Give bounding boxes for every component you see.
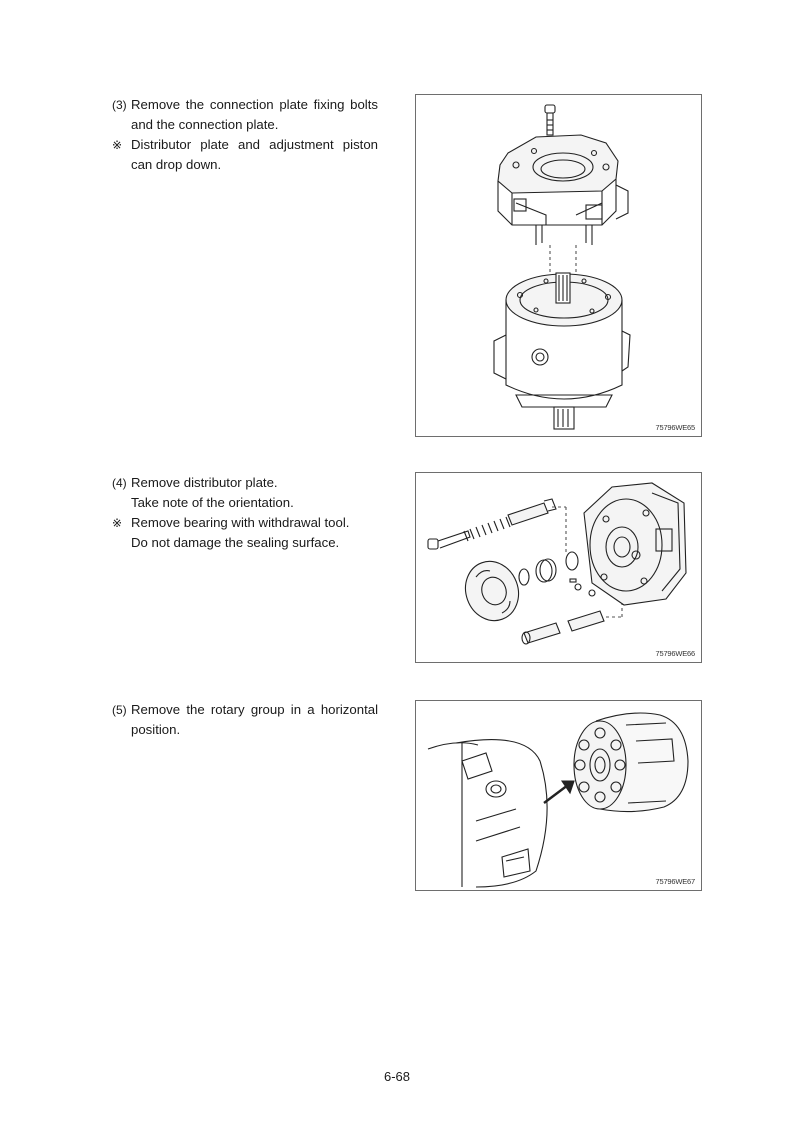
step-mark <box>112 720 131 740</box>
step-number: (3) <box>112 98 127 112</box>
figure-rotary-group <box>415 700 702 891</box>
instruction-text: Remove the connection plate fixing bolts <box>131 97 378 112</box>
note-text: Do not damage the sealing surface. <box>131 535 340 550</box>
step-mark <box>112 115 131 135</box>
figure-connection-plate <box>415 94 702 437</box>
step-line <box>112 513 378 533</box>
step-line <box>112 493 378 513</box>
figure-code: 75796WE65 <box>655 423 695 432</box>
step-line <box>112 473 378 493</box>
note-mark: ※ <box>112 138 123 152</box>
step-mark <box>112 533 131 553</box>
instruction-text: Remove distributor plate. <box>131 475 278 490</box>
instruction-text: Take note of the orientation. <box>131 495 294 510</box>
note-mark: ※ <box>112 516 123 530</box>
step-line <box>112 135 378 155</box>
step-number: (5) <box>112 703 127 717</box>
page-number: 6-68 <box>383 1069 411 1084</box>
note-text: Remove bearing with withdrawal tool. <box>131 515 350 530</box>
note-text: Distributor plate and adjustment piston <box>131 137 378 152</box>
figure-code: 75796WE67 <box>655 877 695 886</box>
step-3-text <box>112 95 378 175</box>
instruction-text: Remove the rotary group in a horizontal <box>131 702 378 717</box>
connection-plate-drawing <box>416 95 701 436</box>
step-line <box>112 533 378 553</box>
step-number: (4) <box>112 476 127 490</box>
instruction-text: and the connection plate. <box>131 117 279 132</box>
instruction-text: position. <box>131 722 181 737</box>
step-5-text <box>112 700 378 740</box>
figure-code: 75796WE66 <box>655 649 695 658</box>
step-line <box>112 95 378 115</box>
rotary-group-drawing <box>416 701 701 890</box>
figure-distributor-plate <box>415 472 702 663</box>
step-mark <box>112 155 131 175</box>
step-mark <box>112 493 131 513</box>
step-line <box>112 720 378 740</box>
step-line <box>112 155 378 175</box>
distributor-plate-drawing <box>416 473 701 662</box>
step-line <box>112 115 378 135</box>
note-text: can drop down. <box>131 157 222 172</box>
step-4-text <box>112 473 378 553</box>
step-line <box>112 700 378 720</box>
